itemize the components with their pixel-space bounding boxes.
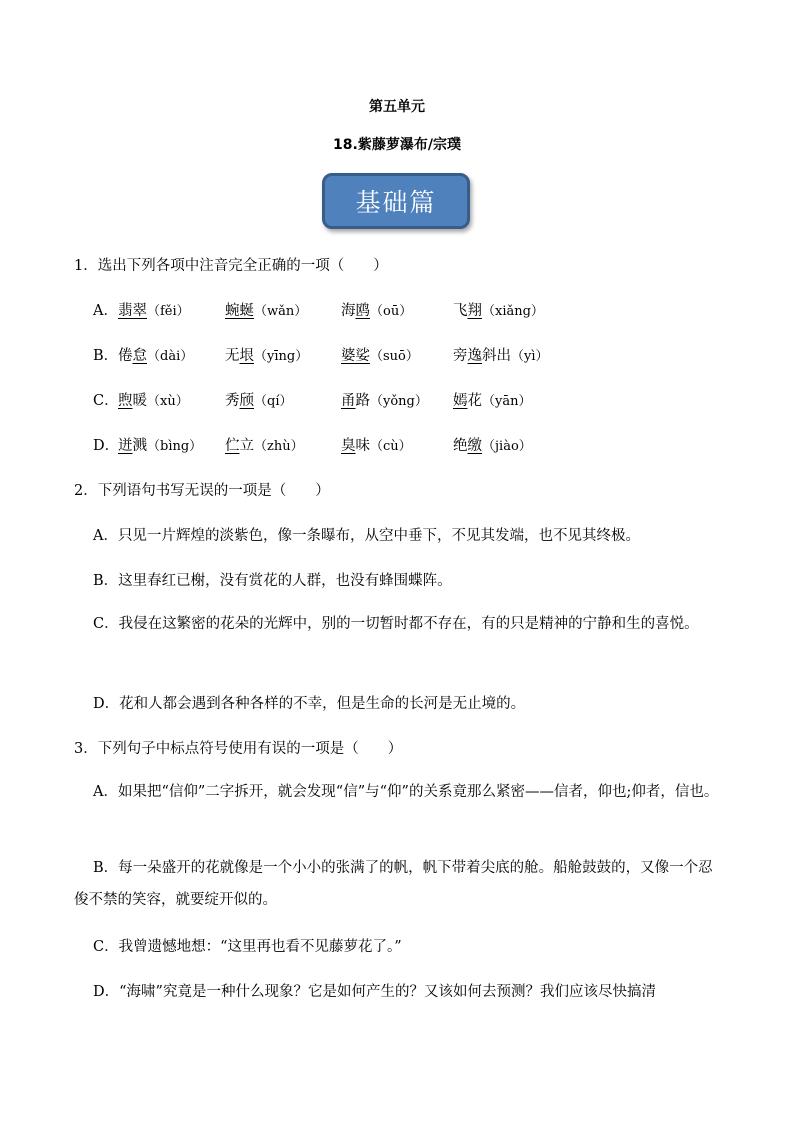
word-part: 旁 bbox=[453, 348, 468, 364]
option-label: A． bbox=[93, 303, 118, 319]
pinyin-item bbox=[118, 344, 193, 365]
word-part: 倦 bbox=[118, 348, 133, 364]
annotated-char: 蜿蜒 bbox=[225, 303, 254, 319]
unit-title: 第五单元 bbox=[369, 99, 425, 115]
annotated-char: 翔 bbox=[467, 303, 482, 319]
annotated-char: 逸 bbox=[467, 348, 482, 364]
pinyin: （qí） bbox=[254, 394, 293, 409]
pinyin-item bbox=[225, 344, 308, 365]
question-2-stem: 2．下列语句书写无误的一项是（ ） bbox=[74, 483, 330, 499]
option-label: C． bbox=[93, 393, 119, 409]
pinyin: （xiǎng） bbox=[482, 304, 544, 319]
question-2-option-c: C．我侵在这繁密的花朵的光辉中，别的一切暂时都不存在，有的只是精神的宁静和生的喜悦。 bbox=[93, 616, 699, 632]
word-part: 立 bbox=[239, 438, 254, 454]
pinyin: （yān） bbox=[482, 394, 532, 409]
question-2-option-d: D．花和人都会遇到各种各样的不幸，但是生命的长河是无止境的。 bbox=[93, 696, 526, 712]
question-2-option-b: B．这里春红已榭，没有赏花的人群，也没有蜂围蝶阵。 bbox=[93, 573, 452, 589]
banner-text: 基础篇 bbox=[355, 188, 437, 217]
word-part: 溅 bbox=[132, 438, 147, 454]
section-banner bbox=[322, 173, 470, 229]
pinyin: （oū） bbox=[370, 304, 413, 319]
pinyin: （yīng） bbox=[254, 349, 309, 364]
question-3-stem: 3．下列句子中标点符号使用有误的一项是（ ） bbox=[74, 741, 403, 757]
word-part: 路 bbox=[355, 393, 370, 409]
pinyin: （suō） bbox=[370, 349, 419, 364]
pinyin: （bìng） bbox=[147, 439, 203, 454]
word-part: 绝 bbox=[453, 438, 468, 454]
word-part: 无 bbox=[225, 348, 240, 364]
word-part: 花 bbox=[467, 393, 482, 409]
annotated-char: 怠 bbox=[132, 348, 147, 364]
pinyin-item bbox=[453, 434, 532, 455]
pinyin-item bbox=[453, 344, 549, 365]
annotated-char: 颀 bbox=[239, 393, 254, 409]
pinyin-item bbox=[118, 299, 190, 320]
annotated-char: 煦 bbox=[118, 393, 133, 409]
pinyin: （wǎn） bbox=[254, 304, 308, 319]
pinyin-item bbox=[118, 389, 189, 410]
question-3-option-d: D．“海啸”究竟是一种什么现象？它是如何产生的？又该如何去预测？我们应该尽快搞清 bbox=[93, 984, 656, 1000]
question-3-option-b: B．每一朵盛开的花就像是一个小小的张满了的帆，帆下带着尖底的舱。船舱鼓鼓的，又像一个忍俊不禁的笑容，就要绽开似的。 bbox=[74, 860, 713, 908]
pinyin: （zhù） bbox=[254, 439, 304, 454]
annotated-char: 嫣 bbox=[453, 393, 468, 409]
word-part: 味 bbox=[355, 438, 370, 454]
annotated-char: 迸 bbox=[118, 438, 133, 454]
pinyin-item bbox=[225, 434, 304, 455]
pinyin-item bbox=[341, 299, 412, 320]
word-part: 飞 bbox=[453, 303, 468, 319]
annotated-char: 翡翠 bbox=[118, 303, 147, 319]
option-label: B． bbox=[93, 348, 119, 364]
annotated-char: 婆娑 bbox=[341, 348, 370, 364]
question-3-option-c: C．我曾遗憾地想：“这里再也看不见藤萝花了。” bbox=[93, 939, 402, 955]
annotated-char: 缴 bbox=[467, 438, 482, 454]
pinyin-item bbox=[118, 434, 202, 455]
option-label: D． bbox=[93, 438, 120, 454]
pinyin: （cù） bbox=[370, 439, 412, 454]
annotated-char: 垠 bbox=[239, 348, 254, 364]
pinyin: （xù） bbox=[147, 394, 189, 409]
pinyin-item bbox=[341, 434, 412, 455]
pinyin-item bbox=[453, 299, 544, 320]
word-part: 秀 bbox=[225, 393, 240, 409]
pinyin: （fěi） bbox=[147, 304, 190, 319]
annotated-char: 鸥 bbox=[355, 303, 370, 319]
question-1-stem: 1．选出下列各项中注音完全正确的一项（ ） bbox=[74, 258, 388, 274]
pinyin-item bbox=[225, 299, 307, 320]
word-part: 海 bbox=[341, 303, 356, 319]
word-part: 暖 bbox=[132, 393, 147, 409]
pinyin: （dài） bbox=[147, 349, 194, 364]
pinyin: （yǒng） bbox=[370, 394, 428, 409]
pinyin-item bbox=[225, 389, 292, 410]
pinyin: （jiào） bbox=[482, 439, 532, 454]
pinyin-item bbox=[453, 389, 531, 410]
annotated-char: 伫 bbox=[225, 438, 240, 454]
annotated-char: 臭 bbox=[341, 438, 356, 454]
pinyin-item bbox=[341, 344, 419, 365]
annotated-char: 甬 bbox=[341, 393, 356, 409]
word-part: 斜出 bbox=[482, 348, 511, 364]
lesson-title: 18.紫藤萝瀑布/宗璞 bbox=[333, 137, 461, 153]
pinyin: （yì） bbox=[511, 349, 549, 364]
question-3-option-a: A．如果把“信仰”二字拆开，就会发现“信”与“仰”的关系竟那么紧密——信者，仰也;仰者，信也。 bbox=[93, 784, 719, 800]
pinyin-item bbox=[341, 389, 428, 410]
question-2-option-a: A．只见一片辉煌的淡紫色，像一条曝布，从空中垂下，不见其发端，也不见其终极。 bbox=[93, 528, 640, 544]
